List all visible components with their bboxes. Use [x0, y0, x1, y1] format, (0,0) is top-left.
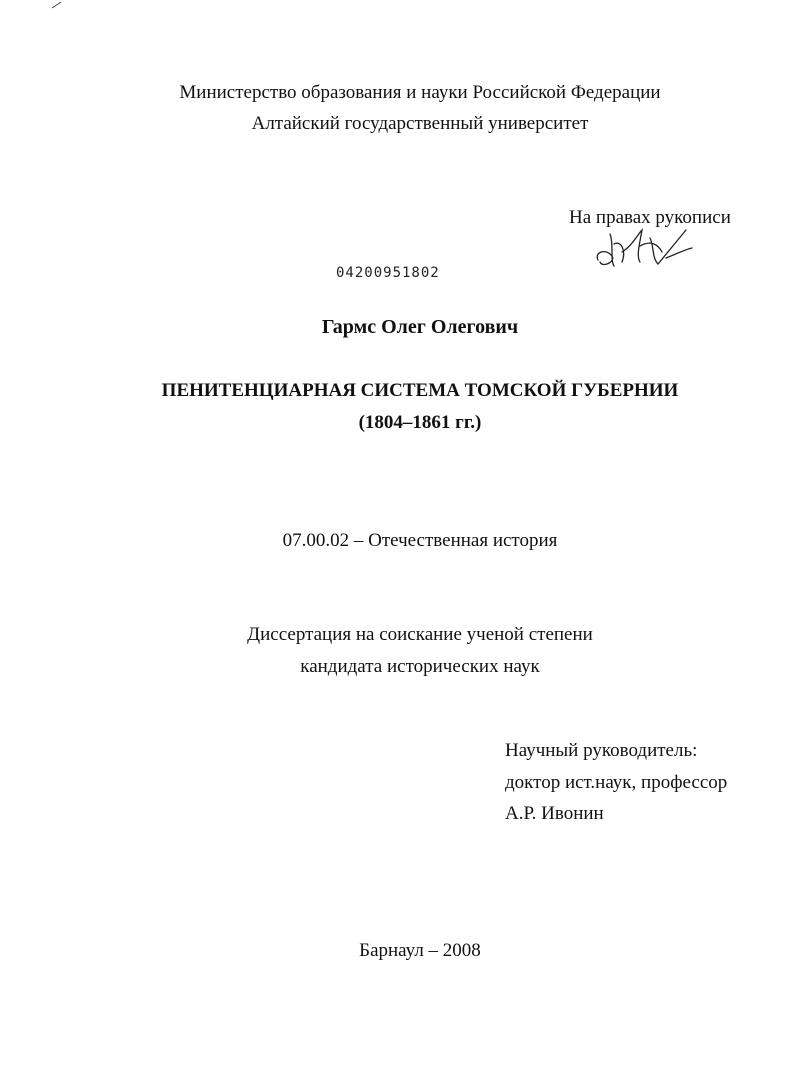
corner-mark — [50, 0, 64, 10]
supervisor-title: доктор ист.наук, профессор — [505, 772, 728, 793]
degree-line-1: Диссертация на соискание ученой степени — [247, 624, 593, 645]
degree-line-2: кандидата исторических наук — [300, 656, 540, 677]
dissertation-title: ПЕНИТЕНЦИАРНАЯ СИСТЕМА ТОМСКОЙ ГУБЕРНИИ — [161, 380, 679, 401]
archive-number-stamp: 04200951802 — [336, 265, 440, 281]
university-name: Алтайский государственный университет — [251, 113, 589, 134]
specialty: 07.00.02 – Отечественная история — [282, 530, 558, 551]
author-name: Гармс Олег Олегович — [321, 316, 519, 338]
dissertation-years: (1804–1861 гг.) — [358, 412, 482, 433]
ministry-name: Министерство образования и науки Российской Федерации — [179, 82, 661, 103]
supervisor-name: А.Р. Ивонин — [505, 803, 604, 824]
signature — [592, 222, 702, 274]
manuscript-note: На правах рукописи — [569, 207, 731, 228]
place-and-year: Барнаул – 2008 — [359, 940, 481, 961]
supervisor-label: Научный руководитель: — [505, 740, 698, 761]
